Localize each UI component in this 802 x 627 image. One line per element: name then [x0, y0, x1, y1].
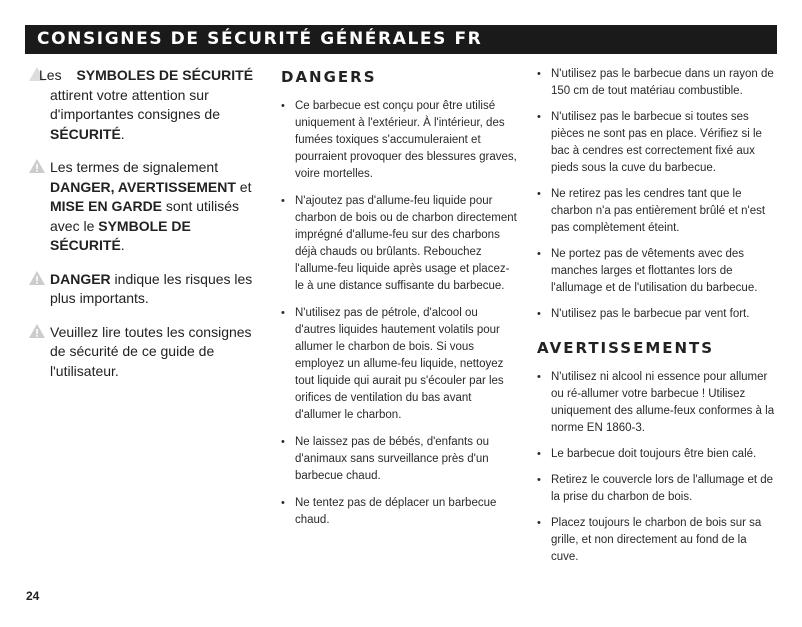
list-item: • Ne portez pas de vêtements avec des manches larges et flottantes lors de l'allumage et de l'utilisation du barbecue. — [537, 248, 758, 294]
list-item: • N'utilisez pas le barbecue dans un rayon de 150 cm de tout matériau combustible. — [537, 68, 774, 97]
list-item: • Ne laissez pas de bébés, d'enfants ou d'animaux sans surveillance près d'un barbecue chaud. — [281, 436, 489, 482]
page-title: CONSIGNES DE SÉCURITÉ GÉNÉRALES FR — [37, 29, 483, 49]
list-item: • N'utilisez ni alcool ni essence pour allumer ou ré-allumer votre barbecue ! Utilisez uniquement des allume-feux conformes à la norme EN 1860-3. — [537, 371, 775, 434]
avertissements-heading: AVERTISSEMENTS — [537, 339, 715, 357]
list-item: • N'ajoutez pas d'allume-feu liquide pour charbon de bois ou de charbon directement imprégné d'allume-feu sur des charbons déjà chauds ou brûlants. Rebouchez l'allume-feu liquide après usage et placez-le à une distance suffisante du barbecue. — [281, 195, 517, 292]
dangers-column — [281, 68, 517, 539]
header-bar — [25, 25, 777, 54]
danger-definition-paragraph: DANGER indique les risques les plus importants. — [28, 270, 268, 309]
list-item: • Retirez le couvercle lors de l'allumage et de la prise du charbon de bois. — [537, 474, 774, 503]
safety-symbols-column — [28, 66, 268, 395]
dangers-heading: DANGERS — [281, 68, 377, 86]
warning-triangle-icon — [28, 323, 46, 339]
symbols-paragraph: Les SYMBOLES DE SÉCURITÉ attirent votre attention sur d'importantes consignes de SÉCURITÉ. — [28, 66, 268, 144]
read-instructions-paragraph: Veuillez lire toutes les consignes de sécurité de ce guide de l'utilisateur. — [28, 323, 268, 382]
warning-triangle-icon — [28, 158, 46, 174]
warning-triangle-icon — [28, 270, 46, 286]
avertissements-list — [537, 369, 777, 566]
page-number: 24 — [26, 589, 40, 603]
warnings-column — [537, 66, 777, 575]
list-item: • Ne tentez pas de déplacer un barbecue chaud. — [281, 497, 497, 526]
list-item: • N'utilisez pas le barbecue par vent fort. — [537, 308, 750, 320]
list-item: • N'utilisez pas le barbecue si toutes ses pièces ne sont pas en place. Vérifiez si le bac à cendres est correctement fixé aux pieds sous la cuve du barbecue. — [537, 111, 762, 174]
dangers-list — [281, 98, 517, 529]
list-item: • N'utilisez pas de pétrole, d'alcool ou d'autres liquides hautement volatils pour allumer le charbon de bois. Si vous employez un allume-feu liquide, nettoyez tout liquide qui aurait pu s'écouler par les orifices de ventilation du bas avant d'allumer le charbon. — [281, 307, 504, 421]
list-item: • Placez toujours le charbon de bois sur sa grille, et non directement au fond de la cuve. — [537, 517, 762, 563]
dangers-continued-list — [537, 66, 777, 323]
list-item: • Ne retirez pas les cendres tant que le charbon n'a pas entièrement brûlé et n'est pas complètement éteint. — [537, 188, 766, 234]
list-item: • Le barbecue doit toujours être bien calé. — [537, 448, 757, 460]
list-item: • Ce barbecue est conçu pour être utilisé uniquement à l'extérieur. À l'intérieur, des fumées toxiques s'accumuleraient et pourraient provoquer des blessures graves, voire mortelles. — [281, 100, 517, 180]
signal-words-paragraph: Les termes de signalement DANGER, AVERTISSEMENT et MISE EN GARDE sont utilisés avec le SYMBOLE DE SÉCURITÉ. — [28, 158, 268, 256]
